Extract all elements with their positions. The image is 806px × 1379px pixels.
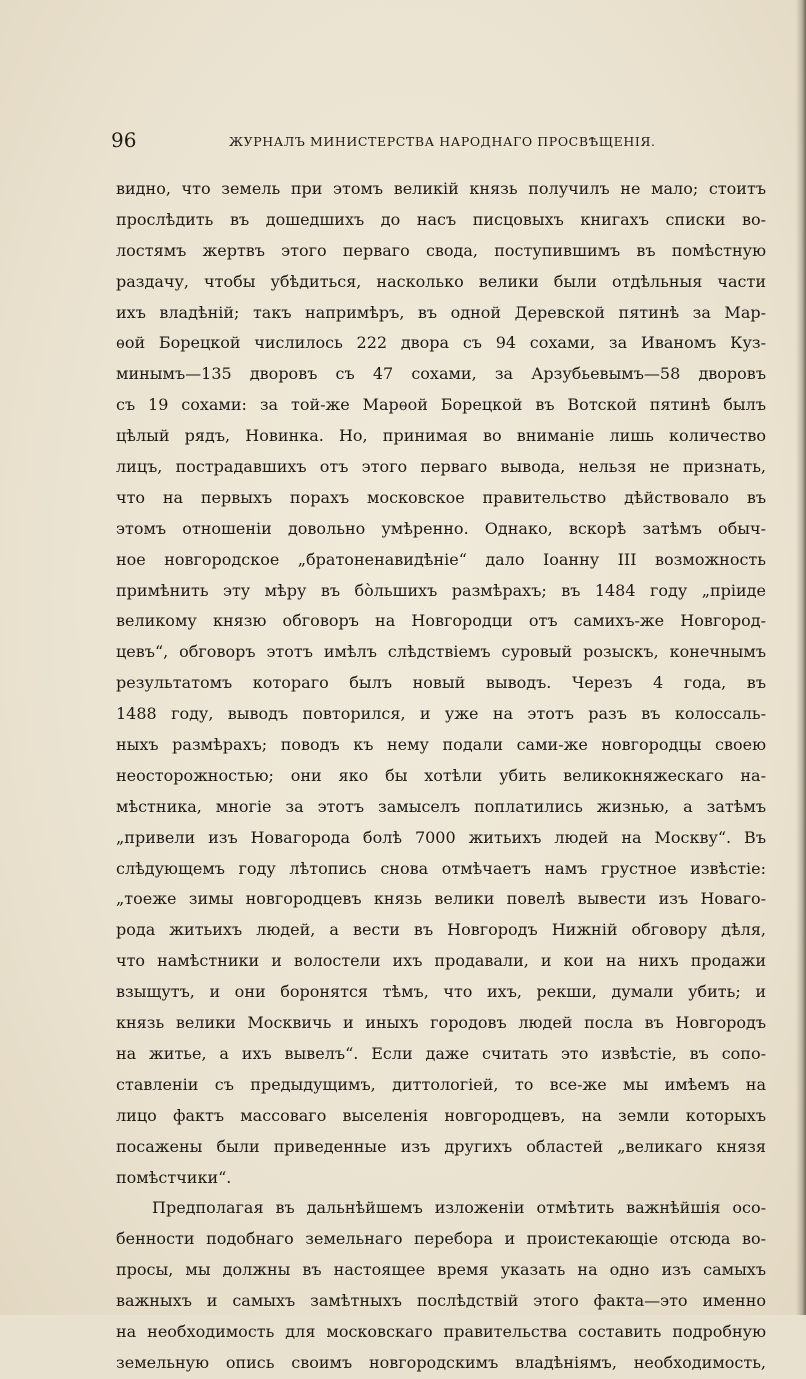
text-line: важныхъ и самыхъ замѣтныхъ послѣдствій этого факта—это именно [116, 1291, 766, 1311]
text-line: земельную опись своимъ новгородскимъ владѣніямъ, необходимость, [116, 1352, 766, 1372]
text-line: что намѣстники и волостели ихъ продавали, и кои на нихъ продажи [116, 951, 766, 971]
text-line: неосторожностью; они яко бы хотѣли убить великокняжескаго на- [116, 765, 766, 785]
text-line: на житье, а ихъ вывелъ“. Если даже считать это извѣстіе, въ сопо- [116, 1043, 766, 1063]
text-line: лицъ, пострадавшихъ отъ этого перваго вывода, нельзя не признать, [116, 457, 766, 477]
text-line: цевъ“, обговоръ этотъ имѣлъ слѣдствіемъ суровый розыскъ, конечнымъ [116, 642, 766, 662]
text-line: прослѣдить въ дошедшихъ до насъ писцовыхъ книгахъ списки во- [116, 209, 766, 229]
text-line: рода житьихъ людей, а вести въ Новгородъ Нижній обговору дѣля, [116, 920, 766, 940]
text-line: на необходимость для московскаго правительства составить подробную [116, 1321, 766, 1341]
text-line: примѣнить эту мѣру въ бо̀льшихъ размѣрахъ; въ 1484 году „пріиде [116, 580, 766, 600]
text-line: князь велики Москвичь и иныхъ городовъ людей посла въ Новгородъ [116, 1013, 766, 1033]
text-line: результатомъ котораго былъ новый выводъ. Черезъ 4 года, въ [116, 673, 766, 693]
text-line: „тоеже зимы новгородцевъ князь велики повелѣ вывести изъ Новаго- [116, 889, 766, 909]
text-line: цѣлый рядъ, Новинка. Но, принимая во вниманіе лишь количество [116, 426, 766, 446]
text-line: „привели изъ Новагорода болѣ 7000 житьихъ людей на Москву“. Въ [116, 827, 766, 847]
text-line: съ 19 сохами: за той-же Марѳой Борецкой въ Вотской пятинѣ былъ [116, 395, 766, 415]
text-line: ное новгородское „братоненавидѣніе“ дало Іоанну III возможность [116, 549, 766, 569]
text-line: ставленіи съ предыдущимъ, диттологіей, то все-же мы имѣемъ на [116, 1074, 766, 1094]
text-line: взыщутъ, и они боронятся тѣмъ, что ихъ, рекши, думали убить; и [116, 982, 766, 1002]
page-number: 96 [111, 128, 137, 152]
text-line: видно, что земель при этомъ великій князь получилъ не мало; стоитъ [116, 179, 766, 198]
text-line: ѳой Борецкой числилось 222 двора съ 94 сохами, за Иваномъ Куз- [116, 333, 766, 353]
page-header [111, 128, 661, 156]
text-line: раздачу, чтобы убѣдиться, насколько велики были отдѣльныя части [116, 271, 766, 291]
body-text [116, 174, 766, 1379]
text-line: ихъ владѣній; такъ напримѣръ, въ одной Деревской пятинѣ за Мар- [116, 302, 766, 322]
text-line: этомъ отношеніи довольно умѣренно. Однако, вскорѣ затѣмъ обыч- [116, 518, 766, 538]
text-line: лостямъ жертвъ этого перваго свода, поступившимъ въ помѣстную [116, 240, 766, 260]
running-title: ЖУРНАЛЪ МИНИСТЕРСТВА НАРОДНАГО ПРОСВѢЩЕНІЯ. [229, 134, 656, 149]
page-edge-shadow [796, 0, 806, 1315]
paragraph-start-line: Предполагая въ дальнѣйшемъ изложеніи отмѣтить важнѣйшія осо- [152, 1198, 766, 1218]
text-line: мѣстника, многіе за этотъ замыселъ поплатились жизнью, а затѣмъ [116, 796, 766, 816]
text-line: просы, мы должны въ настоящее время указать на одно изъ самыхъ [116, 1260, 766, 1280]
text-line: что на первыхъ порахъ московское правительство дѣйствовало въ [116, 487, 766, 507]
text-line: бенности подобнаго земельнаго перебора и проистекающіе отсюда во- [116, 1229, 766, 1249]
text-line: великому князю обговоръ на Новгородци отъ самихъ-же Новгород- [116, 611, 766, 631]
text-line: ныхъ размѣрахъ; поводъ къ нему подали сами-же новгородцы своею [116, 735, 766, 755]
text-line: минымъ—135 дворовъ съ 47 сохами, за Арзубьевымъ—58 дворовъ [116, 364, 766, 384]
paragraph-end-line: помѣстчики“. [116, 1167, 232, 1187]
text-line: посажены были приведенные изъ другихъ областей „великаго князя [116, 1136, 766, 1156]
text-line: слѣдующемъ году лѣтопись снова отмѣчаетъ намъ грустное извѣстіе: [116, 858, 766, 878]
text-line: 1488 году, выводъ повторился, и уже на этотъ разъ въ колоссаль- [116, 704, 766, 724]
text-line: лицо фактъ массоваго выселенія новгородцевъ, на земли которыхъ [116, 1105, 766, 1125]
